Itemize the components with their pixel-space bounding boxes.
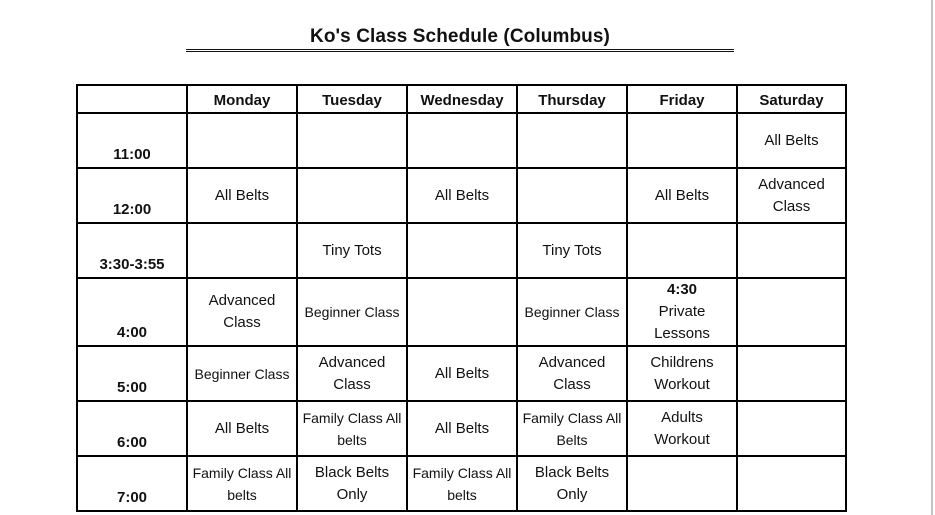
header-friday: Friday: [627, 85, 737, 113]
class-cell: [737, 223, 846, 278]
class-cell: All Belts: [407, 346, 517, 401]
private-lesson-label: Private Lessons: [654, 303, 710, 342]
class-cell: All Belts: [407, 168, 517, 223]
class-cell: [737, 401, 846, 456]
class-cell: All Belts: [187, 401, 297, 456]
header-thursday: Thursday: [517, 85, 627, 113]
header-saturday: Saturday: [737, 85, 846, 113]
time-cell: 6:00: [77, 401, 187, 456]
class-cell: [517, 113, 627, 168]
class-cell: Family Class All Belts: [517, 401, 627, 456]
time-cell: 4:00: [77, 278, 187, 346]
class-cell: [297, 113, 407, 168]
class-cell: Black Belts Only: [297, 456, 407, 511]
class-cell: All Belts: [627, 168, 737, 223]
class-cell: [627, 456, 737, 511]
class-cell: All Belts: [407, 401, 517, 456]
class-cell: All Belts: [737, 113, 846, 168]
class-cell: All Belts: [187, 168, 297, 223]
table-row: [77, 456, 846, 511]
class-cell: [627, 223, 737, 278]
class-cell: Beginner Class: [297, 278, 407, 346]
class-cell: [187, 113, 297, 168]
table-row: [77, 278, 846, 346]
class-cell: Family Class All belts: [187, 456, 297, 511]
class-cell: Family Class All belts: [407, 456, 517, 511]
title-double-underline: [186, 49, 734, 52]
table-row: [77, 113, 846, 168]
table-row: [77, 346, 846, 401]
class-cell: [517, 168, 627, 223]
class-cell: [737, 456, 846, 511]
header-tuesday: Tuesday: [297, 85, 407, 113]
class-cell: Tiny Tots: [297, 223, 407, 278]
class-cell: [407, 278, 517, 346]
class-cell: Beginner Class: [517, 278, 627, 346]
schedule-table: [76, 84, 847, 512]
time-cell: 3:30-3:55: [77, 223, 187, 278]
class-cell: Advanced Class: [517, 346, 627, 401]
class-cell: [737, 278, 846, 346]
class-cell: Adults Workout: [627, 401, 737, 456]
time-cell: 7:00: [77, 456, 187, 511]
class-cell: Advanced Class: [297, 346, 407, 401]
class-cell: [627, 113, 737, 168]
class-cell: Beginner Class: [187, 346, 297, 401]
time-cell: 5:00: [77, 346, 187, 401]
time-cell: 12:00: [77, 168, 187, 223]
header-row: [77, 85, 846, 113]
private-lesson-time: 4:30: [666, 281, 698, 298]
class-cell: [737, 346, 846, 401]
time-cell: 11:00: [77, 113, 187, 168]
table-row: [77, 223, 846, 278]
class-cell-private-lessons: [627, 278, 737, 346]
class-cell: Advanced Class: [737, 168, 846, 223]
class-cell: Black Belts Only: [517, 456, 627, 511]
header-corner: [77, 85, 187, 113]
class-cell: Childrens Workout: [627, 346, 737, 401]
window-edge: [931, 0, 933, 515]
header-monday: Monday: [187, 85, 297, 113]
class-cell: [187, 223, 297, 278]
class-cell: Tiny Tots: [517, 223, 627, 278]
class-cell: Family Class All belts: [297, 401, 407, 456]
header-wednesday: Wednesday: [407, 85, 517, 113]
table-row: [77, 168, 846, 223]
class-cell: [407, 113, 517, 168]
class-cell: [407, 223, 517, 278]
class-cell: [297, 168, 407, 223]
page-title: Ko's Class Schedule (Columbus): [310, 26, 610, 47]
class-cell: Advanced Class: [187, 278, 297, 346]
table-row: [77, 401, 846, 456]
